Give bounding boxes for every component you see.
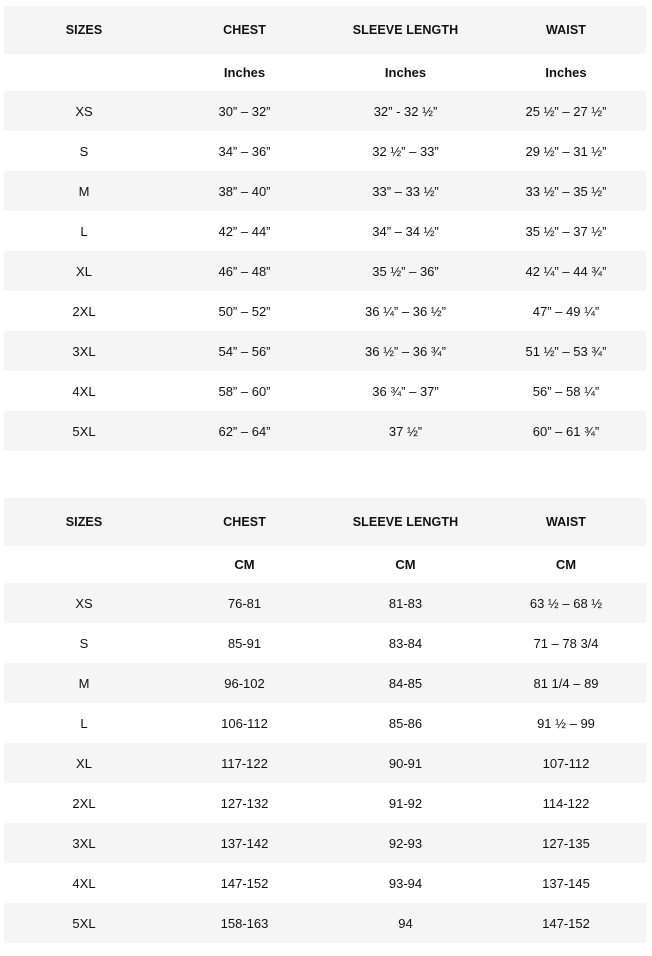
table-row [4,783,646,823]
cm-table-row-size: M [78,675,90,691]
inches-table-row-size: 3XL [72,343,96,359]
cm-table-row-waist: 81 1/4 – 89 [533,675,599,691]
inches-header-row-sleeve-length: SLEEVE LENGTH [352,23,459,37]
inches-table-row-chest: 58” – 60” [218,383,271,399]
cm-table-row-waist: 91 ½ – 99 [537,715,595,731]
inches-unit-row-size [4,54,164,91]
table-row [4,583,646,623]
inches-table-row-sleeve-length: 32” - 32 ½” [373,103,438,119]
inches-table-row-sleeve-length: 36 ¼” – 36 ½” [365,303,446,319]
cm-table-row-size: 5XL [72,915,96,931]
table-row [4,663,646,703]
inches-table-row-waist: 42 ¼” – 44 ¾” [525,263,607,279]
inches-table-row-size: 5XL [72,423,96,439]
cm-table-row-sleeve-length: 90-91 [388,755,423,771]
cm-table-row-size: L [80,715,88,731]
cm-table-row-chest: 158-163 [220,915,269,931]
cm-table-row-chest: 127-132 [220,795,269,811]
inches-table-row-waist: 25 ½” – 27 ½” [525,103,607,119]
inches-table-row-chest: 54” – 56” [218,343,271,359]
inches-table-row-size: 4XL [72,383,96,399]
header-row [4,6,646,54]
cm-unit-row-sleeve-length: CM [395,557,416,572]
inches-table-row-waist: 51 ½” – 53 ¾” [525,343,607,359]
cm-table-row-chest: 137-142 [220,835,269,851]
inches-table-row-sleeve-length: 33” – 33 ½” [372,183,439,199]
inches-table-row-size: XL [76,263,92,279]
table-row [4,331,646,371]
inches-table-row-chest: 38” – 40” [218,183,271,199]
cm-table-row-waist: 63 ½ – 68 ½ [529,595,603,611]
cm-table-row-chest: 147-152 [220,875,269,891]
inches-table-row-chest: 46” – 48” [218,263,271,279]
cm-table-row-size: 3XL [72,835,96,851]
cm-table-row-sleeve-length: 85-86 [388,715,423,731]
inches-table-row-waist: 56” – 58 ¼” [532,383,600,399]
cm-table-row-sleeve-length: 91-92 [388,795,423,811]
inches-unit-row-waist: Inches [545,65,587,80]
inches-table-row-chest: 30” – 32” [218,103,271,119]
inches-unit-row-sleeve-length: Inches [384,65,427,80]
inches-header-row-chest: CHEST [223,23,266,37]
table-row [4,411,646,451]
table-row [4,623,646,663]
table-row [4,251,646,291]
inches-table-body [4,6,646,451]
cm-table-row-chest: 106-112 [221,715,268,731]
table-row [4,903,646,943]
cm-header-row-waist: WAIST [545,515,587,529]
header-row [4,498,646,546]
inches-table-row-waist: 60” – 61 ¾” [532,423,600,439]
inches-table-row-sleeve-length: 34” – 34 ½” [372,223,439,239]
cm-table-row-waist: 137-145 [542,875,590,891]
cm-table-row-size: XS [75,595,93,611]
cm-table-row-sleeve-length: 84-85 [388,675,423,691]
cm-table-row-waist: 107-112 [542,755,590,771]
cm-size-table [4,498,646,943]
inches-table-row-sleeve-length: 32 ½” – 33” [372,143,439,159]
cm-table-row-waist: 127-135 [542,835,590,851]
inches-table-row-waist: 33 ½” – 35 ½” [525,183,607,199]
inches-unit-row-chest: Inches [223,65,266,80]
cm-table-row-chest: 85-91 [227,635,262,651]
inches-table-row-sleeve-length: 37 ½” [388,423,423,439]
cm-table-row-chest: 96-102 [224,675,265,691]
cm-table-row-sleeve-length: 92-93 [388,835,423,851]
cm-unit-row-waist: CM [555,557,577,572]
table-row [4,291,646,331]
inches-table-row-waist: 47” – 49 ¼” [532,303,600,319]
cm-table-row-size: 4XL [72,875,96,891]
table-row [4,743,646,783]
inches-table-row-chest: 34” – 36” [218,143,271,159]
table-row [4,211,646,251]
cm-table-row-sleeve-length: 81-83 [388,595,423,611]
table-row [4,823,646,863]
inches-table-row-size: L [80,223,88,239]
table-row [4,131,646,171]
cm-table-row-size: S [79,635,89,651]
unit-row [4,546,646,583]
cm-table-body [4,498,646,943]
table-row [4,91,646,131]
cm-table-row-waist: 147-152 [542,915,590,931]
table-row [4,703,646,743]
cm-table-row-sleeve-length: 94 [398,915,413,931]
table-row [4,863,646,903]
cm-table-row-waist: 71 – 78 3/4 [533,635,599,651]
cm-header-row-sleeve-length: SLEEVE LENGTH [352,515,459,529]
inches-table-row-chest: 42” – 44” [218,223,271,239]
cm-table-row-sleeve-length: 83-84 [388,635,423,651]
inches-table-row-chest: 50” – 52” [218,303,271,319]
cm-header-row-chest: CHEST [223,515,266,529]
cm-unit-row-chest: CM [234,557,255,572]
inches-header-row-waist: WAIST [545,23,587,37]
inches-table-row-waist: 35 ½” – 37 ½” [525,223,607,239]
table-row [4,171,646,211]
inches-table-row-size: M [78,183,90,199]
unit-row [4,54,646,91]
cm-table-row-size: 2XL [72,795,96,811]
cm-table-row-waist: 114-122 [542,795,590,811]
cm-header-row-size: SIZES [65,515,103,529]
inches-table-row-waist: 29 ½” – 31 ½” [525,143,607,159]
cm-unit-row-size [4,546,164,583]
inches-table-row-size: 2XL [72,303,96,319]
inches-table-row-sleeve-length: 35 ½” – 36” [372,263,439,279]
inches-table-row-sleeve-length: 36 ½” – 36 ¾” [365,343,446,359]
inches-table-row-size: XS [75,103,93,119]
inches-size-table [4,6,646,451]
inches-table-row-chest: 62” – 64” [218,423,271,439]
inches-table-row-sleeve-length: 36 ¾” – 37” [372,383,439,399]
cm-table-row-sleeve-length: 93-94 [388,875,423,891]
cm-table-row-chest: 117-122 [221,755,268,771]
inches-header-row-size: SIZES [65,23,103,37]
table-row [4,371,646,411]
cm-table-row-size: XL [76,755,92,771]
cm-table-row-chest: 76-81 [227,595,262,611]
inches-table-row-size: S [79,143,89,159]
